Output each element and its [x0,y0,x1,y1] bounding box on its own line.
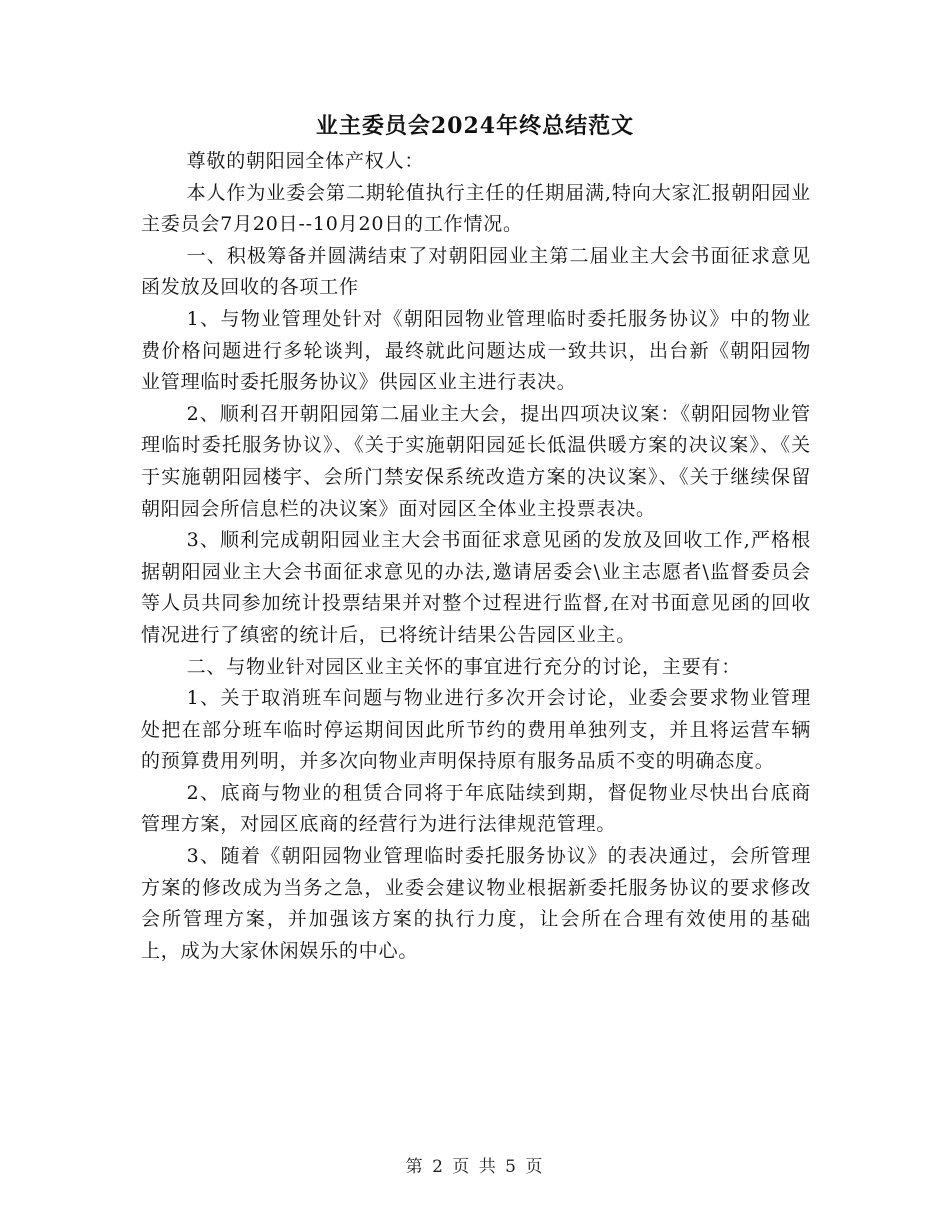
section-heading-1: 一、积极筹备并圆满结束了对朝阳园业主第二届业主大会书面征求意见函发放及回收的各项工作 [141,244,811,299]
section-2-item-2: 2、底商与物业的租赁合同将于年底陆续到期，督促物业尽快出台底商管理方案，对园区底商的经营行为进行法律规范管理。 [141,781,811,836]
intro-paragraph: 本人作为业委会第二期轮值执行主任的任期届满,特向大家汇报朝阳园业主委员会7月20日--10月20日的工作情况。 [141,181,811,236]
section-2-item-3: 3、随着《朝阳园物业管理临时委托服务协议》的表决通过，会所管理方案的修改成为当务之急，业委会建议物业根据新委托服务协议的要求修改会所管理方案，并加强该方案的执行力度，让会所在合理有效使用的基础上，成为大家休闲娱乐的中心。 [141,845,811,962]
section-1-item-3: 3、顺利完成朝阳园业主大会书面征求意见函的发放及回收工作,严格根据朝阳园业主大会书面征求意见的办法,邀请居委会\业主志愿者\监督委员会等人员共同参加统计投票结果并对整个过程进行监督,在对书面意见函的回收情况进行了缜密的统计后，已将统计结果公告园区业主。 [141,529,811,646]
document-title: 业主委员会2024年终总结范文 [315,113,635,139]
section-1-item-2: 2、顺利召开朝阳园第二届业主大会，提出四项决议案：《朝阳园物业管理临时委托服务协议》、《关于实施朝阳园延长低温供暖方案的决议案》、《关于实施朝阳园楼宇、会所门禁安保系统改造方案的决议案》、《关于继续保留朝阳园会所信息栏的决议案》面对园区全体业主投票表决。 [141,402,811,520]
salutation-paragraph: 尊敬的朝阳园全体产权人： [186,150,425,172]
section-heading-2: 二、与物业针对园区业主关怀的事宜进行充分的讨论，主要有： [186,655,741,678]
section-2-item-1: 1、关于取消班车问题与物业进行多次开会讨论，业委会要求物业管理处把在部分班车临时停运期间因此所节约的费用单独列支，并且将运营车辆的预算费用列明，并多次向物业声明保持原有服务品质不变的明确态度。 [141,687,811,773]
section-1-item-1: 1、与物业管理处针对《朝阳园物业管理临时委托服务协议》中的物业费价格问题进行多轮谈判，最终就此问题达成一致共识，出台新《朝阳园物业管理临时委托服务协议》供园区业主进行表决。 [141,307,811,394]
document-body [141,146,811,967]
page-number-footer: 第 2 页 共 5 页 [405,1157,545,1177]
